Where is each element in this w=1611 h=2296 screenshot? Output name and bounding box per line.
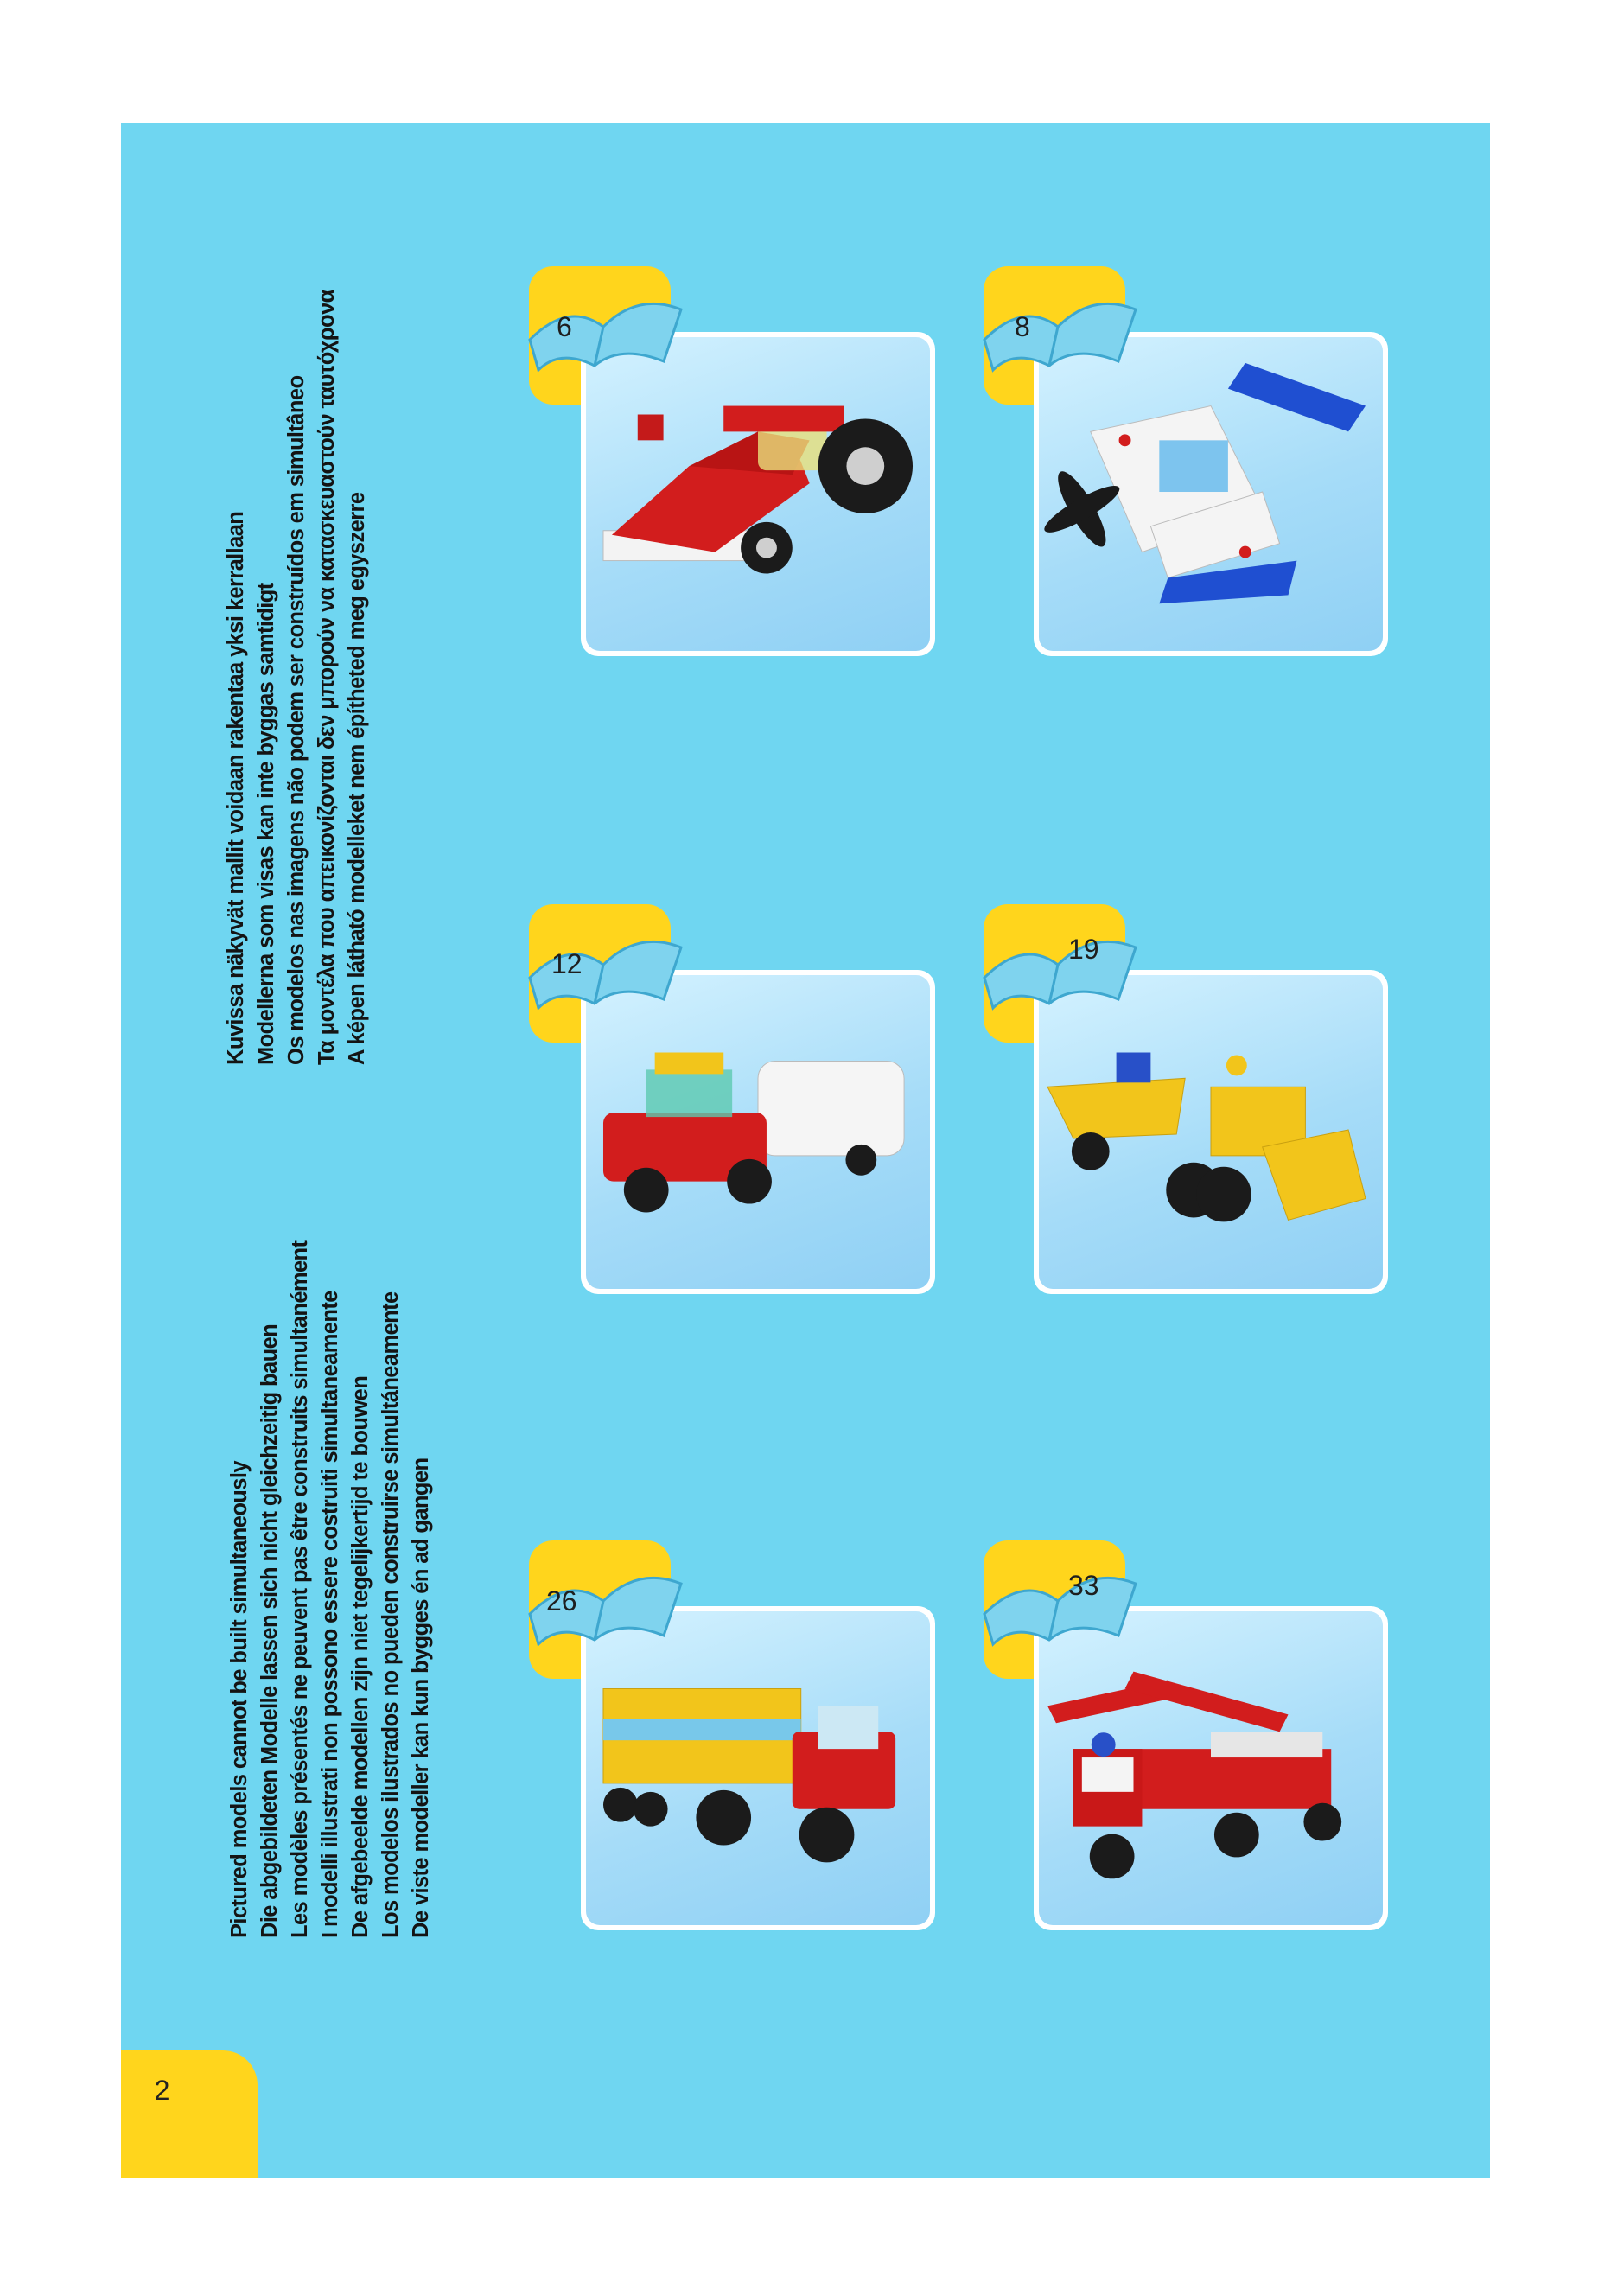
notice-line: Modellerna som visas kan inte byggas samtidigt [254,583,278,1065]
airplane-icon [1039,337,1383,651]
notice-block-left [225,1241,436,1938]
notice-line: Kuvissa näkyvät mallit voidaan rakentaa yksi kerrallaan [224,511,248,1065]
notice-line: De viste modeller kan kun bygges én ad gangen [409,1457,433,1938]
book-icon [517,913,690,1012]
model-page-number: 26 [546,1585,577,1617]
notice-line: Die abgebildeten Modelle lassen sich nicht gleichzeitig bauen [258,1323,282,1938]
book-icon [517,275,690,374]
model-page-number: 12 [551,948,583,979]
notice-line: A képen látható modelleket nem építheted meg egyszerre [345,492,369,1065]
notice-line: Os modelos nas imagens não podem ser construídos em simultâneo [284,375,309,1065]
model-page-number: 19 [1068,934,1099,965]
book-icon [971,913,1144,1012]
card-frame [1034,332,1388,656]
race-car-icon [586,337,930,651]
book-icon [971,275,1144,374]
book-icon [517,1549,690,1649]
card-image-area [1039,1611,1383,1925]
notice-line: Τα μοντέλα που απεικονίζονται δεν μπορούν να κατασκευαστούν ταυτόχρονα [315,290,339,1065]
card-frame [581,1606,935,1930]
model-page-number: 33 [1068,1570,1099,1601]
notice-line: Les modèles présentés ne peuvent pas être construits simultanément [288,1240,312,1938]
notice-line: Los modelos ilustrados no pueden construirse simultáneamente [379,1292,403,1938]
book-icon [971,1549,1144,1649]
car-with-caravan-icon [586,975,930,1289]
truck-with-trailer-icon [586,1611,930,1925]
notice-line: I modelli illustrati non possono essere costruiti simultaneamente [318,1291,342,1938]
notice-line: De afgebeelde modellen zijn niet tegelijkertijd te bouwen [348,1375,373,1938]
card-image-area [586,1611,930,1925]
card-frame [1034,970,1388,1294]
notice-block-right [221,290,373,1065]
card-frame [581,970,935,1294]
card-image-area [1039,337,1383,651]
loader-and-dumper-icon [1039,975,1383,1289]
notice-line: Pictured models cannot be built simultaneously [227,1461,252,1938]
card-frame [1034,1606,1388,1930]
page-number: 2 [154,2075,170,2106]
page-number-tab [121,2050,258,2178]
model-page-number: 6 [557,311,572,342]
card-image-area [586,337,930,651]
model-page-number: 8 [1015,311,1030,342]
fire-truck-icon [1039,1611,1383,1925]
card-image-area [1039,975,1383,1289]
card-frame [581,332,935,656]
card-image-area [586,975,930,1289]
